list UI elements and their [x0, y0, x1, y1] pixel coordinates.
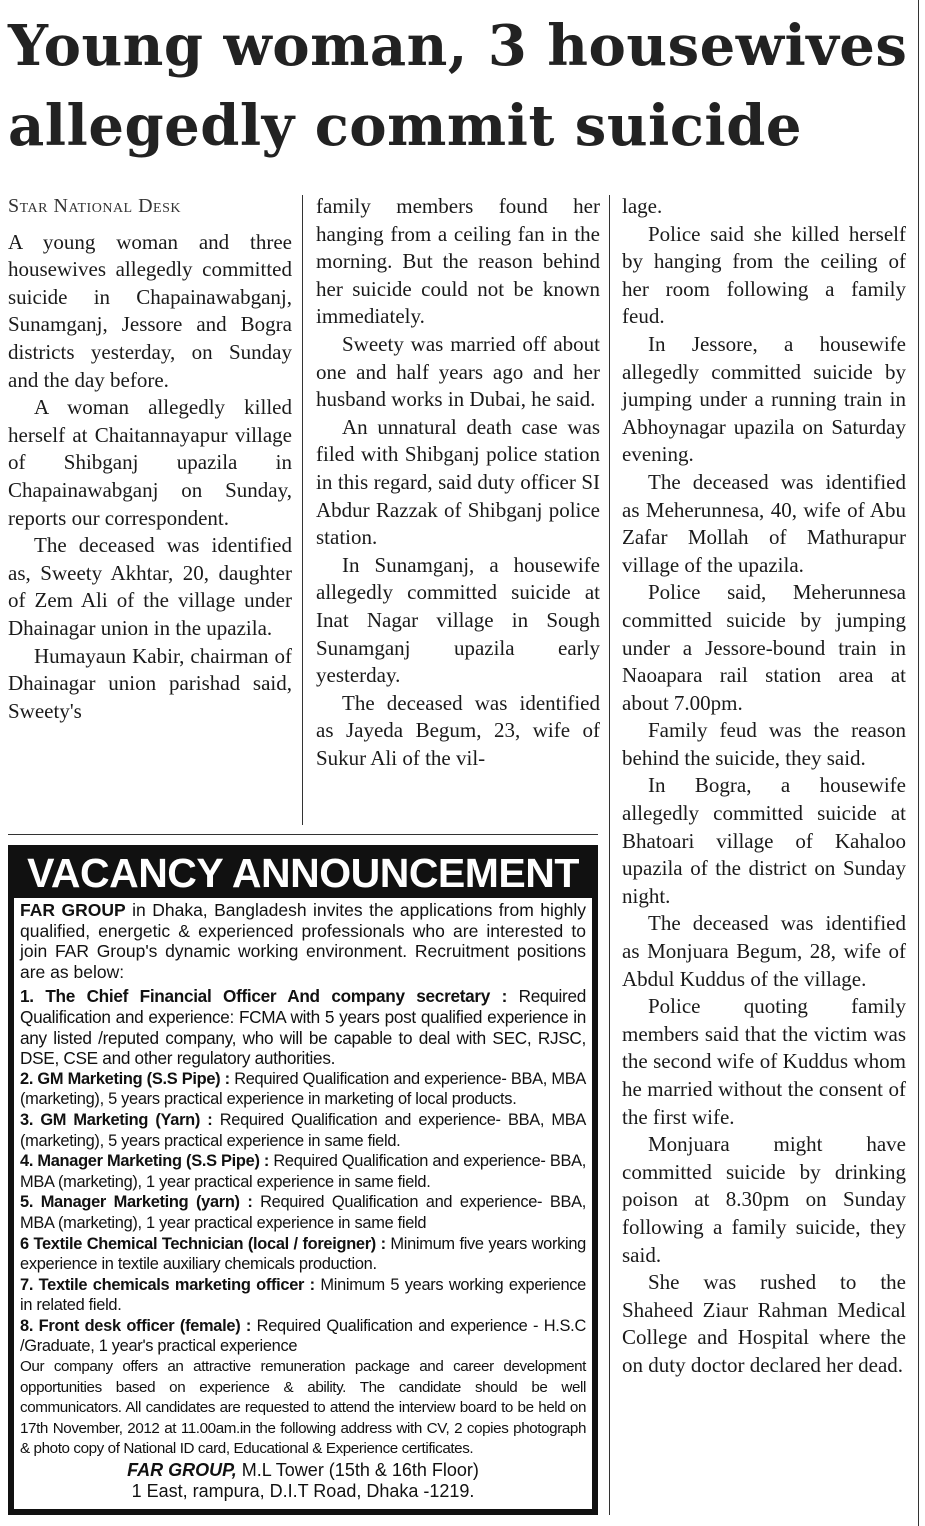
job-requirements: Minimum 5 years working experience in related field. [20, 1275, 587, 1315]
ad-closing-text: Our company offers an attractive remuneration package and career development opportunities based on experience & ability. The candidate should be well communicators. All candidates are requested to attend the interview board to be held on 17th November, 2012 at 11.00am.in the following address with CV, 2 copies photograph & photo copy of National ID card, Educational & Experience certificates. [20, 1358, 586, 1458]
job-requirements: Minimum five years working experience in textile auxiliary chemicals production. [20, 1234, 587, 1274]
paragraph: Police said, Meherunnesa committed suicide by jumping under a Jessore-bound train in Naoapara rail station area at about 7.00pm. [622, 580, 906, 715]
job-item [20, 1275, 586, 1316]
section-divider [8, 834, 598, 835]
paragraph: Family feud was the reason behind the suicide, they said. [622, 718, 906, 770]
job-item [20, 1192, 586, 1233]
paragraph: Sweety was married off about one and half years ago and her husband works in Dubai, he said. [316, 331, 600, 412]
job-item [20, 1234, 586, 1275]
job-title: 7. Textile chemicals marketing officer : [20, 1275, 315, 1294]
address-line: M.L Tower (15th & 16th Floor) [236, 1460, 479, 1481]
paragraph: Humayaun Kabir, chairman of Dhainagar union parishad said, Sweety's [8, 643, 292, 723]
job-title: 5. Manager Marketing (yarn) : [20, 1193, 253, 1212]
ad-title: VACANCY ANNOUNCEMENT [13, 850, 593, 898]
paragraph: Police quoting family members said that the victim was the second wife of Kuddus whom he married without the consent of the first wife. [622, 994, 906, 1129]
paragraph: Police said she killed herself by hanging from the ceiling of her room following a family feud. [622, 221, 906, 329]
paragraph: A woman allegedly killed herself at Chaitannayapur village of Shibganj upazila in Chapainawabganj on Sunday, reports our correspondent. [8, 395, 292, 530]
intro-text: in Dhaka, Bangladesh invites the applications from highly qualified, energetic & experienced professionals who are interested to join FAR Group's dynamic working environment. Recruitment positions are as below: [20, 900, 586, 982]
vacancy-advertisement [8, 845, 598, 1515]
article-column-2 [316, 193, 600, 772]
job-requirements: Required Qualification and experience- BBA, MBA (marketing), 1 year practical experience in same field. [20, 1152, 587, 1191]
job-title: 3. GM Marketing (Yarn) : [20, 1110, 213, 1129]
job-requirements: Required Qualification and experience: FCMA with 5 years post qualified experience in any listed /reputed company, who will be capable to deal with SEC, RJSC, DSE, CSE and other regulatory authorities. [20, 986, 586, 1069]
paragraph: The deceased was identified as Monjuara Begum, 28, wife of Abdul Kuddus of the village. [622, 911, 906, 991]
job-item [20, 1316, 586, 1357]
ad-intro [20, 900, 586, 982]
job-requirements: Required Qualification and experience- BBA, MBA (marketing), 1 year practical experience in same field [20, 1193, 586, 1232]
byline: Star National Desk [8, 195, 181, 217]
headline-line: Young woman, 3 housewives [8, 13, 908, 79]
page-edge-rule [918, 0, 919, 1526]
column-rule [302, 195, 303, 825]
paragraph: A young woman and three housewives allegedly committed suicide in Chapainawabganj, Sunamganj, Jessore and Bogra districts yesterday, on Sunday and the day before. [8, 229, 292, 392]
company-name: FAR GROUP [20, 900, 126, 920]
job-item [20, 986, 586, 1068]
paragraph: An unnatural death case was filed with Shibganj police station in this regard, said duty officer SI Abdur Razzak of Shibganj police station. [316, 414, 600, 550]
paragraph: In Jessore, a housewife allegedly committed suicide by jumping under a running train in Abhoynagar upazila on Saturday evening. [622, 331, 906, 467]
footer-company: FAR GROUP, [127, 1460, 237, 1481]
job-title: 4. Manager Marketing (S.S Pipe) : [20, 1152, 270, 1171]
address-line: 1 East, rampura, D.I.T Road, Dhaka -1219. [131, 1480, 475, 1501]
column-rule [609, 195, 610, 1515]
paragraph: The deceased was identified as, Sweety Akhtar, 20, daughter of Zem Ali of the village under Dhainagar union in the upazila. [8, 533, 292, 640]
paragraph: The deceased was identified as Jayeda Begum, 23, wife of Sukur Ali of the vil- [316, 690, 600, 770]
job-item [20, 1069, 586, 1110]
job-item [20, 1151, 586, 1192]
paragraph: In Bogra, a housewife allegedly committed suicide at Bhatoari village of Kahaloo upazila of the district on Sunday night. [622, 773, 906, 908]
job-title: 1. The Chief Financial Officer And company secretary : [20, 986, 508, 1007]
headline [8, 6, 913, 166]
job-requirements: Required Qualification and experience - H.S.C /Graduate, 1 year's practical experience [20, 1316, 586, 1356]
paragraph: The deceased was identified as Meherunnesa, 40, wife of Abu Zafar Mollah of Mathurapur village of the upazila. [622, 469, 906, 577]
job-item [20, 1110, 586, 1151]
job-requirements: Required Qualification and experience- BBA, MBA (marketing), 5 years practical experience in same field. [20, 1110, 586, 1150]
paragraph: In Sunamganj, a housewife allegedly committed suicide at Inat Nagar village in Sough Sunamganj upazila early yesterday. [316, 552, 600, 688]
job-requirements: Required Qualification and experience- BBA, MBA (marketing), 5 years practical experience in marketing of local products. [20, 1069, 586, 1109]
ad-address [20, 1460, 586, 1501]
paragraph: lage. [622, 194, 663, 218]
paragraph: She was rushed to the Shaheed Ziaur Rahman Medical College and Hospital where the on duty doctor declared her dead. [622, 1270, 906, 1377]
job-title: 8. Front desk officer (female) : [20, 1316, 252, 1335]
paragraph: family members found her hanging from a ceiling fan in the morning. But the reason behind her suicide could not be known immediately. [316, 194, 600, 329]
headline-line: allegedly commit suicide [8, 93, 802, 159]
paragraph: Monjuara might have committed suicide by drinking poison at 8.30pm on Sunday following a family suicide, they said. [622, 1132, 906, 1267]
job-title: 2. GM Marketing (S.S Pipe) : [20, 1069, 230, 1088]
job-title: 6 Textile Chemical Technician (local / foreigner) : [20, 1234, 386, 1253]
article-column-3 [622, 193, 906, 1380]
article-column-1 [8, 193, 292, 725]
